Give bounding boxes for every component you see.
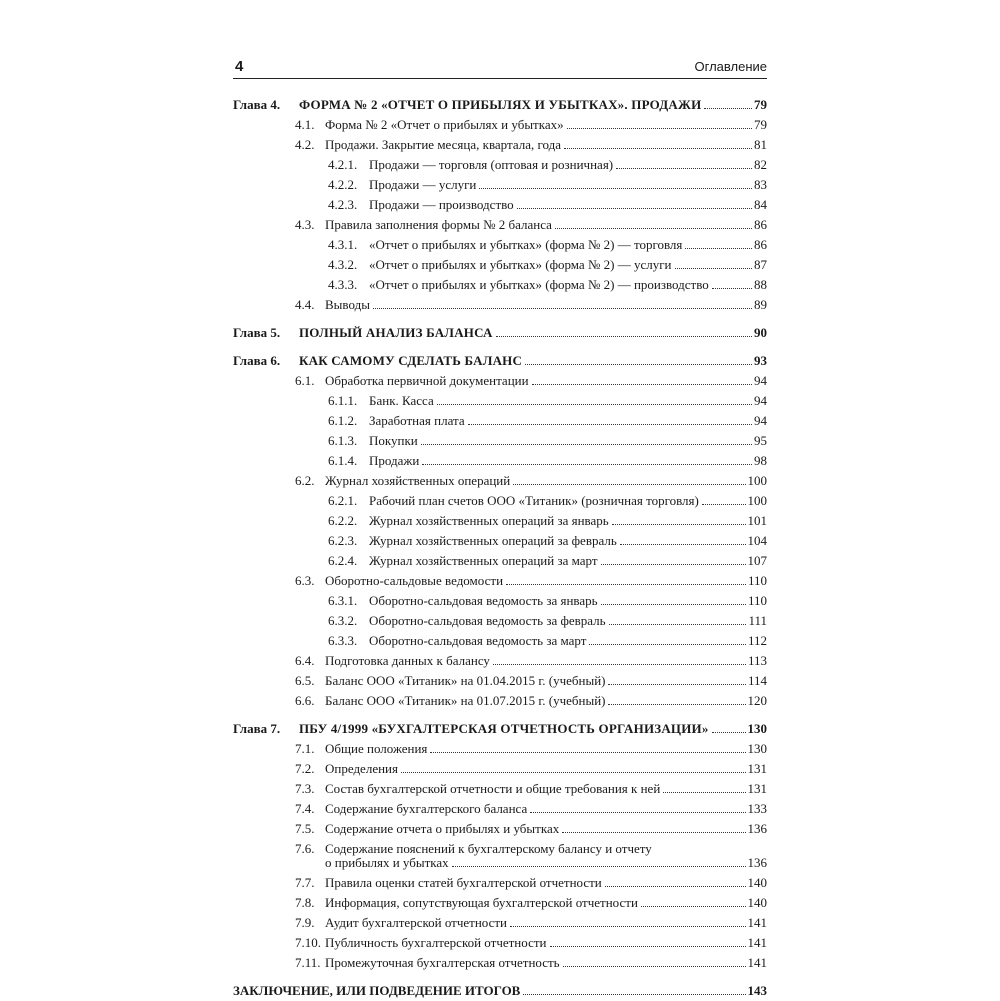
dot-leader <box>704 108 752 109</box>
dot-leader <box>564 148 752 149</box>
toc-number: Глава 5. <box>233 325 281 340</box>
toc-title: Правила оценки статей бухгалтерской отчетности <box>325 875 602 890</box>
toc-title: Выводы <box>325 297 370 312</box>
toc-title: о прибылях и убытках <box>325 855 449 870</box>
toc-subsection[interactable] <box>233 631 767 651</box>
toc-title: Заработная плата <box>369 413 465 428</box>
toc-title: КАК САМОМУ СДЕЛАТЬ БАЛАНС <box>299 353 523 368</box>
toc-subsection[interactable] <box>233 491 767 511</box>
toc-page-number: 94 <box>754 413 767 428</box>
toc-page-number: 111 <box>748 613 767 628</box>
toc-title: Содержание отчета о прибылях и убытках <box>325 821 560 836</box>
toc-page-number: 112 <box>747 633 767 648</box>
dot-leader <box>609 624 747 625</box>
toc-section[interactable] <box>233 779 767 799</box>
toc-page-number: 94 <box>754 373 767 388</box>
toc-number: 6.2.3. <box>328 533 358 548</box>
toc-section[interactable] <box>233 651 767 671</box>
toc-title: Продажи. Закрытие месяца, квартала, года <box>325 137 562 152</box>
toc-number: Глава 6. <box>233 353 281 368</box>
dot-leader <box>712 732 746 733</box>
toc-subsection[interactable] <box>233 411 767 431</box>
dot-leader <box>612 524 746 525</box>
toc-subsection[interactable] <box>233 451 767 471</box>
toc-page-number: 101 <box>747 513 767 528</box>
toc-section[interactable] <box>233 953 767 973</box>
toc-section[interactable] <box>233 691 767 711</box>
toc-title: Оборотно-сальдовая ведомость за январь <box>369 593 598 608</box>
toc-section[interactable] <box>233 893 767 913</box>
toc-title: Журнал хозяйственных операций за февраль <box>369 533 617 548</box>
toc-page-number: 120 <box>747 693 767 708</box>
toc-section[interactable] <box>233 759 767 779</box>
toc-number: 4.3.1. <box>328 237 358 252</box>
toc-chapter[interactable] <box>233 351 767 371</box>
toc-page-number: 90 <box>754 325 767 340</box>
running-header <box>233 58 767 79</box>
toc-page-number: 141 <box>747 955 767 970</box>
dot-leader <box>641 906 746 907</box>
toc-section[interactable] <box>233 799 767 819</box>
toc-page-number: 87 <box>754 257 767 272</box>
dot-leader <box>517 208 752 209</box>
toc-title: Содержание бухгалтерского баланса <box>325 801 528 816</box>
toc-title: «Отчет о прибылях и убытках» (форма № 2) — услуги <box>369 257 672 272</box>
dot-leader <box>563 966 746 967</box>
toc-page-number: 110 <box>747 593 767 608</box>
toc-number: 4.3. <box>295 217 315 232</box>
dot-leader <box>468 424 752 425</box>
toc-number: 7.3. <box>295 781 315 796</box>
dot-leader <box>525 364 752 365</box>
toc-number: Глава 4. <box>233 97 281 112</box>
toc-subsection[interactable] <box>233 275 767 295</box>
dot-leader <box>437 404 752 405</box>
toc-page-number: 93 <box>754 353 767 368</box>
dot-leader <box>496 336 752 337</box>
toc-page-number: 130 <box>747 721 767 736</box>
table-of-contents <box>233 93 767 1001</box>
toc-page-number: 131 <box>747 781 767 796</box>
toc-section[interactable] <box>233 471 767 491</box>
dot-leader <box>712 288 752 289</box>
toc-section[interactable] <box>233 671 767 691</box>
toc-number: 6.1.4. <box>328 453 358 468</box>
dot-leader <box>523 994 745 995</box>
toc-number: 6.3.2. <box>328 613 358 628</box>
toc-number: 7.7. <box>295 875 315 890</box>
toc-number: 7.5. <box>295 821 315 836</box>
toc-number: 6.1.2. <box>328 413 358 428</box>
toc-page-number: 100 <box>747 493 767 508</box>
toc-title: Оборотно-сальдовая ведомость за март <box>369 633 587 648</box>
toc-section[interactable] <box>233 295 767 315</box>
toc-subsection[interactable] <box>233 195 767 215</box>
toc-title: Оборотно-сальдовые ведомости <box>325 573 504 588</box>
dot-leader <box>605 886 746 887</box>
toc-title: Рабочий план счетов ООО «Титаник» (розничная торговля) <box>369 493 699 508</box>
toc-number: 6.1.1. <box>328 393 358 408</box>
toc-title: «Отчет о прибылях и убытках» (форма № 2) — производство <box>369 277 709 292</box>
toc-chapter[interactable] <box>233 95 767 115</box>
toc-number: 7.4. <box>295 801 315 816</box>
toc-section[interactable] <box>233 215 767 235</box>
toc-number: 4.3.3. <box>328 277 358 292</box>
dot-leader <box>401 772 746 773</box>
toc-page-number: 104 <box>747 533 767 548</box>
dot-leader <box>562 832 745 833</box>
toc-title: Покупки <box>369 433 418 448</box>
toc-number: 6.2.1. <box>328 493 358 508</box>
dot-leader <box>421 444 752 445</box>
dot-leader <box>506 584 746 585</box>
toc-page-number: 83 <box>754 177 767 192</box>
toc-page-number: 143 <box>747 983 767 998</box>
dot-leader <box>493 664 746 665</box>
toc-title: Журнал хозяйственных операций <box>325 473 511 488</box>
toc-title: Журнал хозяйственных операций за март <box>369 553 598 568</box>
toc-page-number: 131 <box>747 761 767 776</box>
dot-leader <box>601 564 746 565</box>
toc-title: Промежуточная бухгалтерская отчетность <box>325 955 560 970</box>
dot-leader <box>422 464 752 465</box>
dot-leader <box>702 504 746 505</box>
page-number: 4 <box>235 58 244 75</box>
toc-subsection[interactable] <box>233 511 767 531</box>
toc-title: Определения <box>325 761 398 776</box>
dot-leader <box>685 248 752 249</box>
dot-leader <box>550 946 746 947</box>
dot-leader <box>510 926 745 927</box>
toc-subsection[interactable] <box>233 235 767 255</box>
toc-title: ЗАКЛЮЧЕНИЕ, ИЛИ ПОДВЕДЕНИЕ ИТОГОВ <box>233 983 521 998</box>
toc-number: 7.1. <box>295 741 315 756</box>
dot-leader <box>530 812 745 813</box>
toc-section[interactable] <box>233 933 767 953</box>
toc-title: Баланс ООО «Титаник» на 01.04.2015 г. (учебный) <box>325 673 606 688</box>
toc-title: Правила заполнения формы № 2 баланса <box>325 217 552 232</box>
toc-number: 6.2.2. <box>328 513 358 528</box>
toc-section[interactable] <box>233 819 767 839</box>
toc-page-number: 100 <box>747 473 767 488</box>
toc-title: Аудит бухгалтерской отчетности <box>325 915 508 930</box>
toc-page-number: 95 <box>754 433 767 448</box>
toc-subsection[interactable] <box>233 155 767 175</box>
toc-section[interactable] <box>233 371 767 391</box>
toc-subsection[interactable] <box>233 391 767 411</box>
toc-subsection[interactable] <box>233 531 767 551</box>
toc-title: Оборотно-сальдовая ведомость за февраль <box>369 613 606 628</box>
dot-leader <box>430 752 745 753</box>
toc-page-number: 141 <box>747 915 767 930</box>
section-title: Оглавление <box>694 59 767 74</box>
toc-number: 6.1. <box>295 373 315 388</box>
toc-title: Журнал хозяйственных операций за январь <box>369 513 609 528</box>
toc-title: Публичность бухгалтерской отчетности <box>325 935 547 950</box>
dot-leader <box>589 644 746 645</box>
toc-conclusion[interactable] <box>233 981 767 1001</box>
dot-leader <box>479 188 752 189</box>
toc-title: «Отчет о прибылях и убытках» (форма № 2) — торговля <box>369 237 683 252</box>
toc-chapter[interactable] <box>233 323 767 343</box>
toc-number: 7.11. <box>295 955 321 970</box>
toc-page-number: 98 <box>754 453 767 468</box>
toc-number: 7.6. <box>295 841 315 856</box>
toc-number: 7.9. <box>295 915 315 930</box>
toc-chapter[interactable] <box>233 719 767 739</box>
toc-page-number: 79 <box>754 97 767 112</box>
toc-title: Продажи — услуги <box>369 177 477 192</box>
toc-title: ПБУ 4/1999 «БУХГАЛТЕРСКАЯ ОТЧЕТНОСТЬ ОРГАНИЗАЦИИ» <box>299 721 709 736</box>
toc-page-number: 136 <box>747 855 767 870</box>
dot-leader <box>601 604 746 605</box>
toc-page-number: 133 <box>747 801 767 816</box>
toc-section[interactable] <box>233 873 767 893</box>
toc-title: Общие положения <box>325 741 428 756</box>
toc-title: Подготовка данных к балансу <box>325 653 490 668</box>
toc-number: 6.3.3. <box>328 633 358 648</box>
toc-title: Состав бухгалтерской отчетности и общие требования к ней <box>325 781 661 796</box>
toc-page-number: 140 <box>747 895 767 910</box>
toc-number: 6.2.4. <box>328 553 358 568</box>
toc-number: 4.2.3. <box>328 197 358 212</box>
toc-title: Форма № 2 «Отчет о прибылях и убытках» <box>325 117 564 132</box>
toc-subsection[interactable] <box>233 591 767 611</box>
toc-section[interactable] <box>233 135 767 155</box>
toc-page-number: 130 <box>747 741 767 756</box>
toc-number: 4.2.2. <box>328 177 358 192</box>
toc-number: 6.5. <box>295 673 315 688</box>
toc-page-number: 86 <box>754 217 767 232</box>
toc-number: 7.2. <box>295 761 315 776</box>
toc-page-number: 86 <box>754 237 767 252</box>
toc-number: 4.4. <box>295 297 315 312</box>
toc-title: Продажи — производство <box>369 197 514 212</box>
dot-leader <box>452 866 746 867</box>
toc-title: Продажи — торговля (оптовая и розничная) <box>369 157 614 172</box>
toc-subsection[interactable] <box>233 255 767 275</box>
toc-page-number: 110 <box>747 573 767 588</box>
toc-page-number: 89 <box>754 297 767 312</box>
toc-page-number: 141 <box>747 935 767 950</box>
dot-leader <box>373 308 752 309</box>
toc-title: Банк. Касса <box>369 393 434 408</box>
dot-leader <box>555 228 752 229</box>
toc-title: Баланс ООО «Титаник» на 01.07.2015 г. (учебный) <box>325 693 606 708</box>
toc-page-number: 84 <box>754 197 767 212</box>
toc-number: 7.10. <box>295 935 321 950</box>
toc-page-number: 136 <box>747 821 767 836</box>
toc-subsection[interactable] <box>233 431 767 451</box>
toc-subsection[interactable] <box>233 175 767 195</box>
toc-section[interactable] <box>233 913 767 933</box>
toc-number: 6.3. <box>295 573 315 588</box>
toc-section[interactable] <box>233 739 767 759</box>
toc-page-number: 140 <box>747 875 767 890</box>
toc-page-number: 113 <box>747 653 767 668</box>
dot-leader <box>567 128 752 129</box>
toc-title: Обработка первичной документации <box>325 373 529 388</box>
toc-title: Информация, сопутствующая бухгалтерской отчетности <box>325 895 638 910</box>
toc-page-number: 81 <box>754 137 767 152</box>
toc-section[interactable] <box>233 115 767 135</box>
toc-number: 6.1.3. <box>328 433 358 448</box>
toc-title: ПОЛНЫЙ АНАЛИЗ БАЛАНСА <box>299 325 493 340</box>
toc-section[interactable] <box>233 839 767 873</box>
toc-section[interactable] <box>233 571 767 591</box>
toc-number: 4.2. <box>295 137 315 152</box>
dot-leader <box>620 544 746 545</box>
dot-leader <box>663 792 745 793</box>
toc-page-number: 94 <box>754 393 767 408</box>
toc-title-line1: Содержание пояснений к бухгалтерскому балансу и отчету <box>325 841 652 856</box>
dot-leader <box>608 684 745 685</box>
toc-number: Глава 7. <box>233 721 281 736</box>
toc-number: 4.1. <box>295 117 315 132</box>
dot-leader <box>532 384 752 385</box>
toc-number: 6.2. <box>295 473 315 488</box>
toc-number: 7.8. <box>295 895 315 910</box>
toc-number: 4.3.2. <box>328 257 358 272</box>
toc-page-number: 79 <box>754 117 767 132</box>
dot-leader <box>616 168 752 169</box>
toc-page-number: 88 <box>754 277 767 292</box>
dot-leader <box>608 704 745 705</box>
toc-number: 4.2.1. <box>328 157 358 172</box>
toc-number: 6.3.1. <box>328 593 358 608</box>
toc-subsection[interactable] <box>233 611 767 631</box>
dot-leader <box>513 484 745 485</box>
toc-title: Продажи <box>369 453 420 468</box>
toc-page-number: 107 <box>747 553 767 568</box>
toc-subsection[interactable] <box>233 551 767 571</box>
toc-page-number: 114 <box>747 673 767 688</box>
toc-number: 6.4. <box>295 653 315 668</box>
toc-title: ФОРМА № 2 «ОТЧЕТ О ПРИБЫЛЯХ И УБЫТКАХ». ПРОДАЖИ <box>299 97 702 112</box>
toc-number: 6.6. <box>295 693 315 708</box>
toc-page-number: 82 <box>754 157 767 172</box>
dot-leader <box>675 268 753 269</box>
